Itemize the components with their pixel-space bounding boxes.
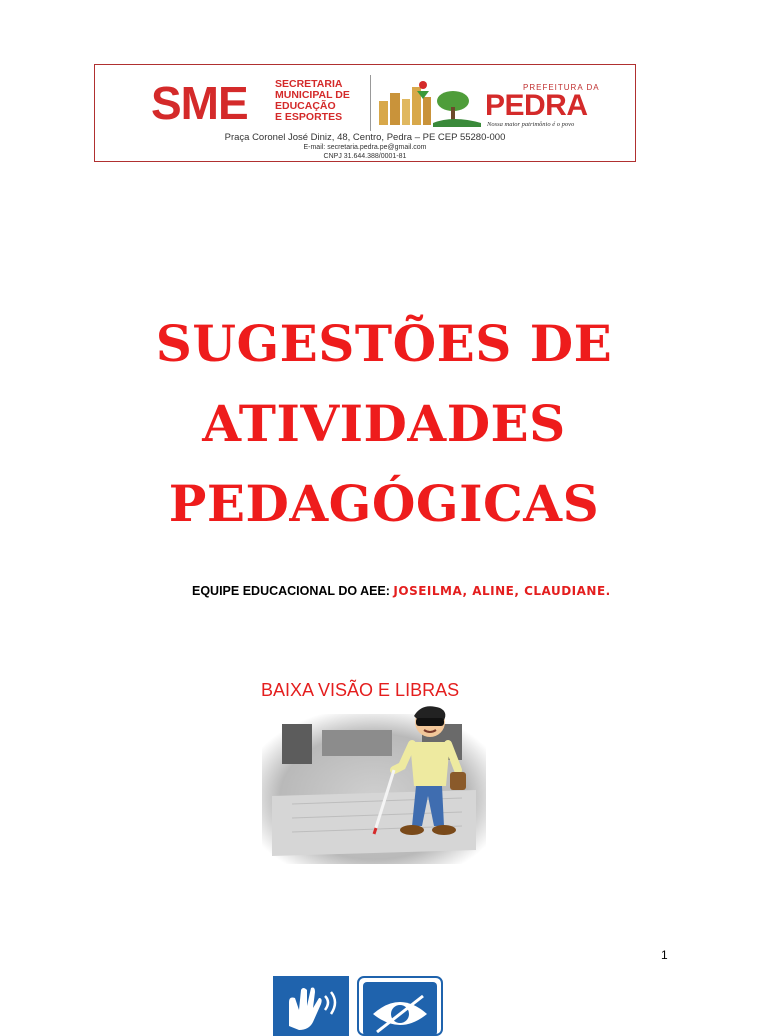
title-line: PEDAGÓGICAS [168,474,600,533]
header-banner [94,64,636,162]
secretaria-line: E ESPORTES [275,111,343,123]
blind-person-with-cane-illustration [262,700,486,864]
secretaria-line: EDUCAÇÃO [275,100,336,112]
sme-logo: SME [151,77,248,129]
prefeitura-slogan: Nossa maior patrimônio é o povo [487,121,575,128]
secretaria-line: MUNICIPAL DE [275,89,350,101]
team-credits [192,584,611,598]
title-line: ATIVIDADES [202,394,566,453]
title-line: SUGESTÕES DE [155,314,613,373]
subtitle: BAIXA VISÃO E LIBRAS [261,680,460,700]
city-skyline-graphic [373,77,483,127]
page-number: 1 [661,948,668,962]
prefeitura-label: PREFEITURA DA [523,83,600,92]
header-divider [370,75,371,131]
team-label: EQUIPE EDUCACIONAL DO AEE: [192,584,390,598]
team-names: JOSEILMA, ALINE, CLAUDIANE. [393,584,611,598]
cnpj-text: CNPJ 31.644.388/0001-81 [323,153,407,160]
address-text: Praça Coronel José Diniz, 48, Centro, Pedra – PE CEP 55280-000 [224,132,506,143]
secretaria-line: SECRETARIA [275,78,343,90]
email-text: E-mail: secretaria.pedra.pe@gmail.com [303,144,427,151]
low-vision-eye-icon [357,976,443,1036]
secretaria-name [275,79,370,123]
document-title [0,304,768,544]
sign-language-icon [273,976,359,1036]
prefeitura-name: PEDRA [485,89,588,122]
